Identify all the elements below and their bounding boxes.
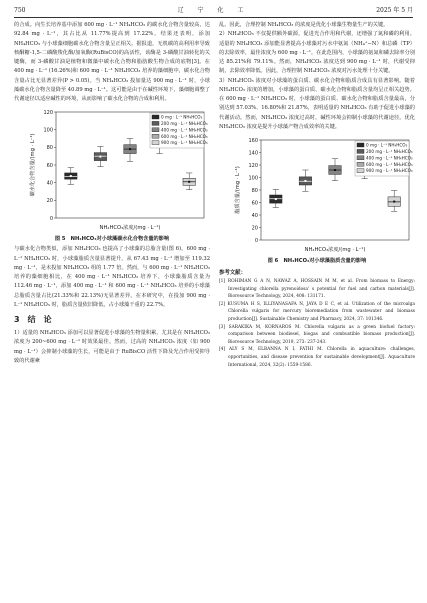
legend-label: 200 mg · L⁻¹ NH₄HCO₃ [366, 149, 413, 154]
box-mean-marker [129, 148, 131, 150]
y-tick-label: 60 [251, 200, 258, 207]
paragraph-conclusion-3: 3）NH₄HCO₃ 浓度对小球藻的蛋白质、碳水化合物和脂质合成具有显著影响。随着 NH₄HCO₃ 浓度的增加，小球藻的蛋白质、碳水化合物和脂质含量均呈正相关趋势。在 600 mg · L⁻¹ NH₄HCO₃ 时，小球藻的蛋白质、碳水化合物和脂质含量最高，分别达到 57.03%、16.80%和 21.87%，表明适量的 NH₄HCO₃ 有助于促进小球藻的代谢活动。然而，NH₄HCO₃ 浓度过高时，碱性环境会抑制小球藻的代谢途径。优化 NH₄HCO₃ 浓度是提升小球藻产物合成效率的关键。 [219, 77, 415, 130]
figure-6 [219, 134, 415, 256]
reference-item: [2] KUSUMA H S, ILLIYANASAFA N, JAYA D E C, et al. Utilization of the microalga Chlorella vulgaris for mercury bioremediation from wastewater and biomass production[J]. Sustainable Chemistry and Pharmacy, 2024, 37: 101346. [219, 301, 415, 322]
legend-swatch [357, 156, 364, 160]
legend-swatch [152, 115, 159, 119]
box-plot-series [65, 168, 77, 185]
y-tick-label: 60 [46, 163, 53, 170]
right-column [219, 21, 415, 369]
legend-label: 900 mg · L⁻¹ NH₄HCO₃ [366, 168, 413, 174]
figure-6-chart [219, 134, 415, 256]
legend-label: 600 mg · L⁻¹ NH₄HCO₃ [161, 134, 208, 140]
y-tick-label: 80 [251, 187, 258, 194]
x-axis-label: NH₄HCO₃浓度/(mg · L⁻¹) [99, 225, 161, 232]
y-tick-label: 40 [251, 212, 258, 219]
legend-swatch [357, 162, 364, 166]
reference-item: [4] ALY S M, ELBANNA N I, FATHI M. Chlorella in aquaculture: challenges, opportunities, and disease prevention for sustainable development[J]. Aquaculture International, 2024, 32(2): 1559-1586. [219, 347, 415, 368]
y-tick-label: 40 [46, 180, 53, 187]
legend-label: 200 mg · L⁻¹ NH₄HCO₃ [161, 121, 208, 127]
y-axis-label: 脂质含量/(mg · L⁻¹) [235, 166, 241, 214]
box-mean-marker [275, 198, 277, 200]
legend-swatch [357, 149, 364, 153]
legend-swatch [152, 134, 159, 138]
page-header [14, 5, 413, 18]
y-tick-label: 0 [254, 237, 258, 244]
page-number: 750 [14, 7, 26, 14]
section-title-conclusion: 3 结 论 [14, 315, 52, 324]
references-heading: 参考文献： [219, 270, 246, 276]
paragraph-carbohydrate: 的合成。向生长培养基中添加 600 mg · L⁻¹ NH₄HCO₃ 的碳水化合物含量较高，达 92.84 mg · L⁻¹，其占比从 11.77%提高到 17.22%。结果还表明，添加 NH₄HCO₃ 与小球藻细胞碳水化合物含量呈正相关。据报道，无机碳的高利用率导致核酮糖-1,5-二磷酸羧化酶/加氧酶(RuBisCO)的高活性，该酶是 3-磷酸甘油转化的关键酶，而 3-磷酸甘油是植物和微藻中碳水化合物和脂肪酸生物合成的底物[3]。在 400 mg · L⁻¹ (16.26%)和 600 mg · L⁻¹ NH₄HCO₃ 培养的藻细胞中，碳水化合物含量占比无显著差异(P > 0.05)。当 NH₄HCO₃ 投加量达 900 mg · L⁻¹ 时，小球藻碳水化合物含量降至 40.89 mg · L⁻¹。这可能是由于在碱性环境下，藻细胞调整了代谢途径以适应碱性的环境，从而影响了碳水化合物的合成和利用。 [14, 22, 210, 102]
y-tick-label: 80 [46, 145, 53, 152]
legend-label: 400 mg · L⁻¹ NH₄HCO₃ [366, 155, 413, 161]
y-tick-label: 160 [248, 137, 258, 144]
box-mean-marker [393, 201, 395, 203]
legend-label: 600 mg · L⁻¹ NH₄HCO₃ [366, 161, 413, 167]
legend-swatch [357, 143, 364, 147]
y-tick-label: 120 [248, 162, 258, 169]
box-mean-marker [99, 156, 101, 158]
box-mean-marker [304, 180, 306, 182]
box-plot-series [270, 189, 282, 207]
figure-5-caption: 图 5 NH₄HCO₃对小球藻碳水化合物含量的影响 [54, 236, 170, 243]
legend-label: 900 mg · L⁻¹ NH₄HCO₃ [161, 140, 208, 146]
y-axis-label: 碳水化合物含量/(mg · L⁻¹) [30, 133, 36, 197]
box-plot-series [299, 170, 311, 191]
y-tick-label: 20 [46, 198, 53, 205]
y-tick-label: 100 [248, 175, 258, 182]
y-tick-label: 120 [43, 110, 53, 117]
box-plot-series [183, 173, 195, 190]
issue-date: 2025 年 5 月 [376, 7, 413, 14]
x-axis-label: NH₄HCO₃浓度/(mg · L⁻¹) [304, 247, 366, 253]
paragraph-conclusion-2: 2）NH₄HCO₃ 不仅提供额外碳源，促进光合作用和代谢，还增强了氮和磷的利用。适量的 NH₄HCO₃ 添加能显著提高小球藻对污水中氨氮（NH₄⁺−N）和总磷（TP）的去除效率，最佳浓度为 600 mg · L⁻¹。在此范围内，小球藻的氨氮和磷去除率分别达 85.21%和 79.11%。然而，NH₄HCO₃ 浓度达到 900 mg · L⁻¹ 时，代谢受抑制，去除效率降低。因此，合理控制 NH₄HCO₃ 浓度对污水处理十分关键。 [219, 31, 415, 75]
legend-label: 0 mg · L⁻¹ NH₄HCO₃ [161, 114, 203, 120]
box-plot-series [329, 159, 341, 181]
legend-swatch [357, 169, 364, 173]
legend-swatch [152, 122, 159, 126]
legend-label: 400 mg · L⁻¹ NH₄HCO₃ [161, 127, 208, 133]
y-tick-label: 0 [49, 216, 53, 223]
left-column [14, 21, 210, 366]
reference-item: [1] ROHIMAN G A N, NAWAZ A, HOSSAIN M M, et al. From biomass to Energy: Investigating chlorella pyrenoidosa' s potential for fuel and carbon materials[J]. Bioresource Technology, 2024, 408: 131171. [219, 279, 415, 300]
figure-6-caption: 图 6 NH₄HCO₃对小球藻脂质含量的影响 [267, 258, 367, 264]
paragraph-lipid: 与碳水化合物类似，添加 NH₄HCO₃ 也提高了小球藻的总脂含量(图 6)。600 mg · L⁻¹ NH₄HCO₃ 时，小球藻脂质含量显著提升，从 67.43 mg · L⁻¹ 增加至 119.32 mg · L⁻¹，是未投加 NH₄HCO₃ 组的 1.77 倍。然而，与 600 mg · L⁻¹ NH₄HCO₃ 培养的藻细胞相比，在 400 mg · L⁻¹ NH₄HCO₃ 培养下，小球藻脂质含量为 112.46 mg · L⁻¹，添加 400 mg · L⁻¹ 和 600 mg · L⁻¹ NH₄HCO₃ 培养的小球藻总脂质含量占比(21.33%和 22.13%)无显著差异。在本研究中，在投加 900 mg · L⁻¹ NH₄HCO₃ 时，脂质含量依旧降低，占小球藻干重的 22.7%。 [14, 246, 210, 308]
journal-title: 辽 宁 化 工 [177, 7, 250, 14]
paragraph-conclusion-1-cont: 乱。因此，合理控制 NH₄HCO₃ 的浓度是优化小球藻生物量生产的关键。 [219, 22, 389, 28]
figure-5 [14, 106, 210, 234]
box-plot-series [388, 191, 400, 212]
legend-swatch [152, 128, 159, 132]
legend-label: 0 mg · L⁻¹ NH₄HCO₃ [366, 142, 408, 148]
y-tick-label: 140 [248, 150, 258, 157]
box-mean-marker [334, 169, 336, 171]
figure-5-chart [14, 106, 210, 234]
legend-swatch [152, 141, 159, 145]
reference-item: [3] SARAKIKA M, KORNAROS M. Chlorella vulgaris as a green biofuel factory: comparison between biodiesel, biogas and combustible biomass production[J]. Bioresource Technology, 2019, 273: 237-243. [219, 324, 415, 345]
box-plot-series [124, 139, 136, 162]
box-mean-marker [70, 175, 72, 177]
paragraph-conclusion-1: 1）适量的 NH₄HCO₃ 添加可以显著促进小球藻的生物量积累，尤其是在 NH₄HCO₃ 浓度为 200~600 mg · L⁻¹ 时效果最佳。然而，过高的 NH₄HCO₃ 浓度（如 900 mg · L⁻¹）会抑制小球藻的生长，可能是由于 RuBisCO 活性下降及光合作用受抑导致的代谢紊 [14, 330, 210, 364]
box-mean-marker [188, 181, 190, 183]
y-tick-label: 100 [43, 127, 53, 134]
box-plot-series [94, 147, 106, 167]
y-tick-label: 20 [251, 225, 258, 232]
